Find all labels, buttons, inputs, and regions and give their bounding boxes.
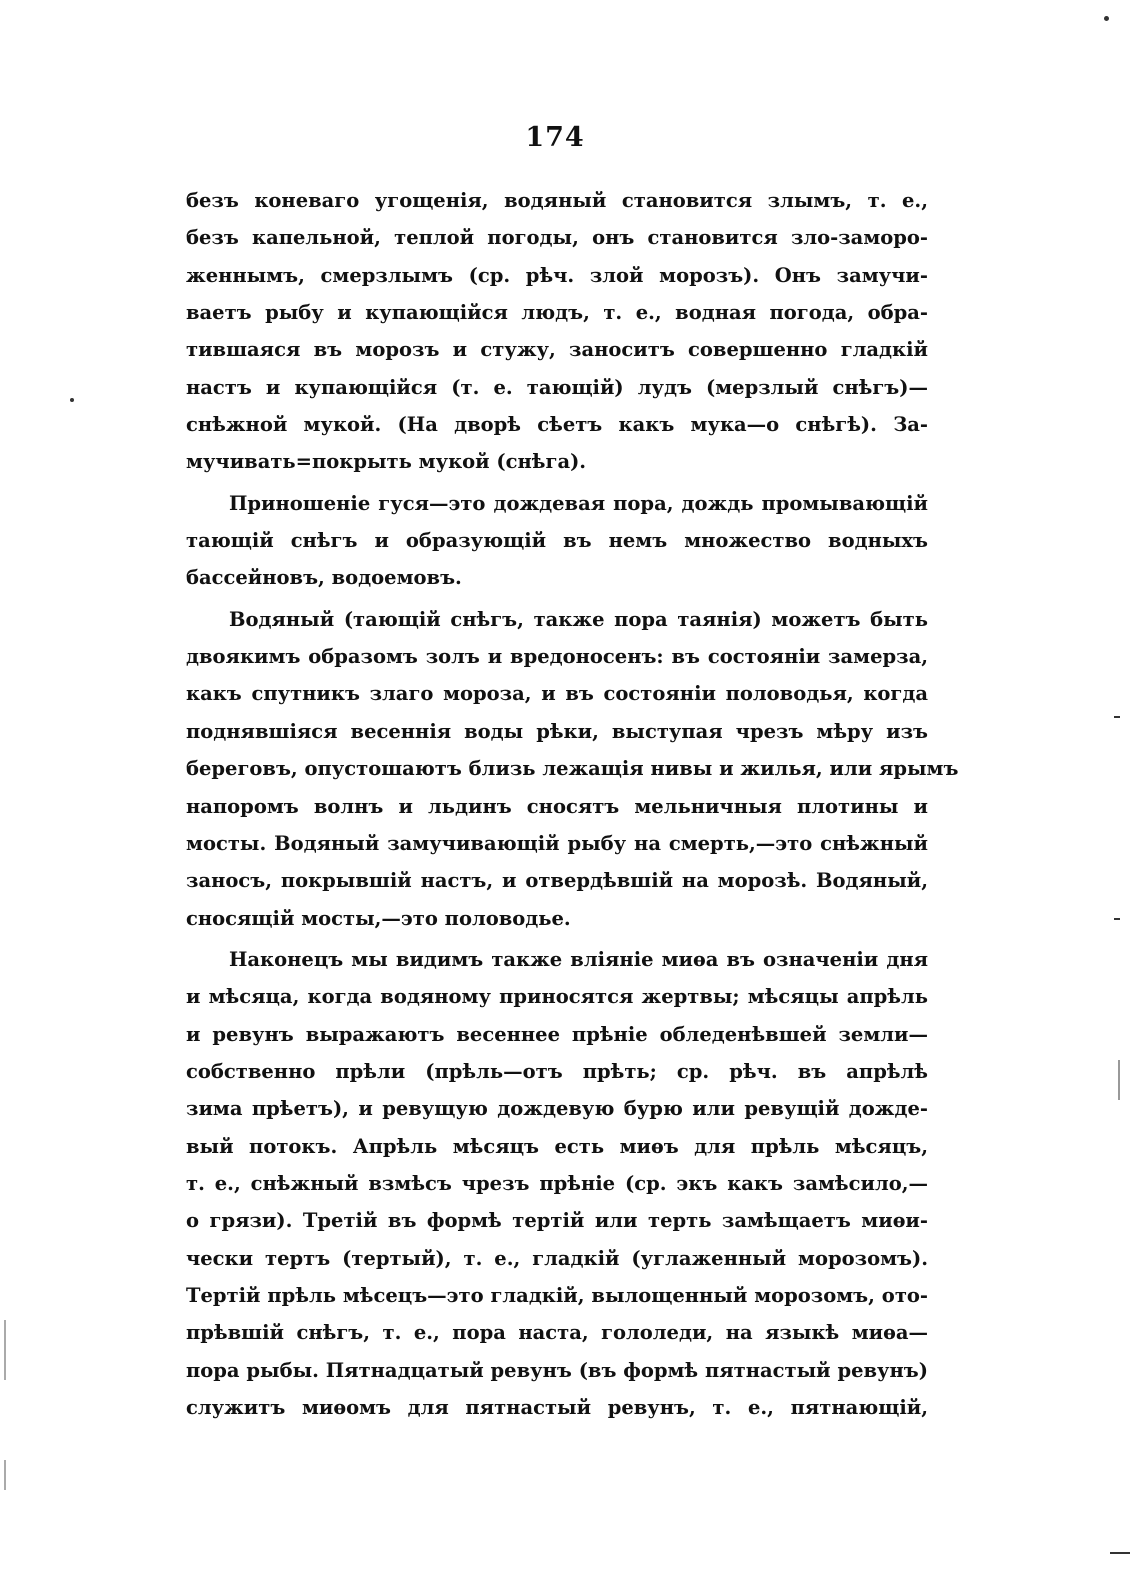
scan-mark (1110, 1552, 1130, 1554)
text-line: пора рыбы. Пятнадцатый ревунъ (въ формѣ пятнастый ревунъ) (186, 1358, 928, 1382)
text-line: напоромъ волнъ и льдинъ сносятъ мельничныя плотины и (186, 794, 928, 818)
text-line: заносъ, покрывшій настъ, и отвердѣвшій на морозѣ. Водяный, (186, 869, 928, 893)
text-line: Водяный (тающій снѣгъ, также пора таянія) можетъ быть (229, 607, 928, 631)
text-line: зима прѣетъ), и ревущую дождевую бурю или ревущій дожде- (186, 1097, 928, 1121)
paragraph (186, 182, 928, 481)
text-line: снѣжной мукой. (На дворѣ сѣетъ какъ мука—о снѣгѣ). За- (186, 413, 928, 437)
body-text (186, 182, 959, 1426)
text-line: вый потокъ. Апрѣль мѣсяцъ есть миѳъ для прѣль мѣсяцъ, (186, 1134, 928, 1158)
text-line: собственно прѣли (прѣль—отъ прѣть; ср. рѣч. въ апрѣлѣ (186, 1059, 928, 1083)
text-line: и ревунъ выражаютъ весеннее прѣніе обледенѣвшей земли— (186, 1022, 928, 1046)
text-line: мосты. Водяный замучивающій рыбу на смерть,—это снѣжный (186, 831, 928, 855)
text-line: безъ капельной, теплой погоды, онъ становится зло-заморо- (186, 226, 928, 250)
text-line: безъ коневаго угощенія, водяный становится злымъ, т. е., (186, 189, 928, 212)
text-line: Наконецъ мы видимъ также вліяніе миѳа въ означеніи дня (229, 947, 928, 971)
text-line: двоякимъ образомъ золъ и вредоносенъ: въ состояніи замерза, (186, 645, 928, 669)
text-line: чески тертъ (тертый), т. е., гладкій (углаженный морозомъ). (186, 1246, 928, 1270)
text-line: береговъ, опустошаютъ близь лежащія нивы и жилья, или ярымъ (186, 757, 959, 781)
scan-mark (1118, 1060, 1120, 1100)
text-line: прѣвшій снѣгъ, т. е., пора наста, гололеди, на языкѣ миѳа— (186, 1321, 928, 1345)
text-line: Приношеніе гуся—это дождевая пора, дождь промывающій (229, 491, 928, 515)
text-line: настъ и купающійся (т. е. тающій) лудъ (мерзлый снѣгъ)— (186, 375, 928, 399)
text-line: мучивать=покрыть мукой (снѣга). (186, 450, 587, 474)
scan-mark (1114, 716, 1120, 718)
scan-mark (1114, 918, 1120, 920)
scan-mark (4, 1320, 6, 1380)
text-line: тающій снѣгъ и образующій въ немъ множество водныхъ (186, 529, 928, 553)
scan-mark (4, 1460, 6, 1490)
scan-mark (70, 398, 74, 402)
paragraph (186, 941, 928, 1426)
page-number: 174 (525, 122, 585, 153)
text-line: поднявшіяся весеннія воды рѣки, выступая чрезъ мѣру изъ (186, 719, 928, 743)
text-line: и мѣсяца, когда водяному приносятся жертвы; мѣсяцы апрѣль (186, 985, 928, 1009)
text-line: сносящій мосты,—это половодье. (186, 906, 571, 930)
text-line: тившаяся въ морозъ и стужу, заноситъ совершенно гладкій (186, 338, 928, 362)
text-line: о грязи). Третій въ формѣ тертій или терть замѣщаетъ миѳи- (186, 1209, 928, 1233)
scan-mark (1104, 16, 1109, 21)
paragraph (186, 485, 928, 597)
text-line: т. е., снѣжный взмѣсъ чрезъ прѣніе (ср. экъ какъ замѣсило,— (186, 1171, 928, 1195)
text-line: Тертій прѣль мѣсецъ—это гладкій, вылощенный морозомъ, ото- (186, 1283, 928, 1307)
paragraph (186, 601, 959, 937)
text-line: какъ спутникъ злаго мороза, и въ состояніи половодья, когда (186, 682, 928, 706)
text-line: бассейновъ, водоемовъ. (186, 566, 462, 590)
text-line: служитъ миѳомъ для пятнастый ревунъ, т. е., пятнающій, (186, 1396, 928, 1419)
text-line: ваетъ рыбу и купающійся людъ, т. е., водная погода, обра- (186, 301, 928, 325)
text-line: женнымъ, смерзлымъ (ср. рѣч. злой морозъ). Онъ замучи- (186, 263, 928, 287)
